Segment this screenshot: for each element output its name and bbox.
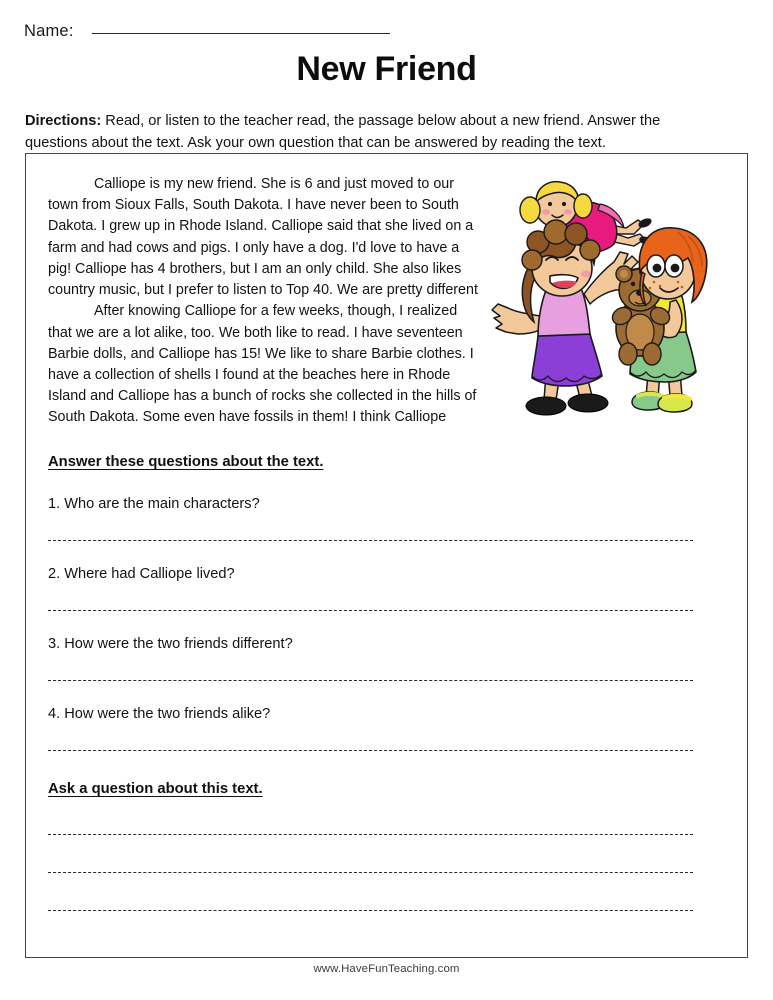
- question-text: 1. Who are the main characters?: [48, 496, 260, 512]
- questions-heading: Answer these questions about the text.: [48, 454, 324, 470]
- question-text: 2. Where had Calliope lived?: [48, 566, 235, 582]
- question-block: [48, 496, 726, 541]
- footer-website: www.HaveFunTeaching.com: [313, 963, 460, 975]
- ask-answer-line[interactable]: [48, 872, 693, 873]
- worksheet-box: [25, 153, 748, 958]
- answer-line[interactable]: [48, 540, 693, 541]
- answer-line[interactable]: [48, 680, 693, 681]
- name-label: Name:: [24, 22, 74, 40]
- ask-question-heading: Ask a question about this text.: [48, 781, 263, 797]
- question-block: [48, 566, 726, 611]
- directions: [25, 110, 725, 154]
- directions-label: Directions:: [25, 113, 102, 129]
- answer-line[interactable]: [48, 610, 693, 611]
- ask-answer-line[interactable]: [48, 834, 693, 835]
- question-text: 4. How were the two friends alike?: [48, 706, 271, 722]
- answer-line[interactable]: [48, 750, 693, 751]
- question-block: [48, 706, 726, 751]
- two-girls-with-doll-and-teddy-bear-icon: [488, 176, 728, 426]
- ask-answer-line[interactable]: [48, 910, 693, 911]
- directions-text: Read, or listen to the teacher read, the passage below about a new friend. Answer the questions about the text. Ask your own question that can be answered by reading the text.: [25, 113, 661, 152]
- passage-area: [48, 174, 728, 436]
- question-block: [48, 636, 726, 681]
- page-title: New Friend: [296, 50, 477, 88]
- paragraph-1-text: Calliope is my new friend. She is 6 and just moved to our town from Sioux Falls, South Dakota. I have never been to South Dakota. I grew up in Rhode Island. Calliope said that she lived on a farm and had cows and pigs. I only have a dog. I'd love to have a pig! Calliope has 4 brothers, but I am an only child. She also likes country music, but I prefer to listen to Top 40. We are pretty different: [48, 176, 478, 299]
- name-input-line[interactable]: [92, 33, 390, 34]
- paragraph-2-text: After knowing Calliope for a few weeks, though, I realized that we are a lot alike, too. We both like to read. I have seventeen Barbie dolls, and Calliope has 15! We like to share Barbie clothes. I have a collection of shells I found at the beaches here in Rhode Island and Calliope has a bunch of rocks she collected in the hills of South Dakota. Some even have fossils in them! I think Calliope: [48, 303, 477, 426]
- questions-area: [48, 454, 726, 911]
- name-row: [24, 22, 390, 41]
- question-text: 3. How were the two friends different?: [48, 636, 293, 652]
